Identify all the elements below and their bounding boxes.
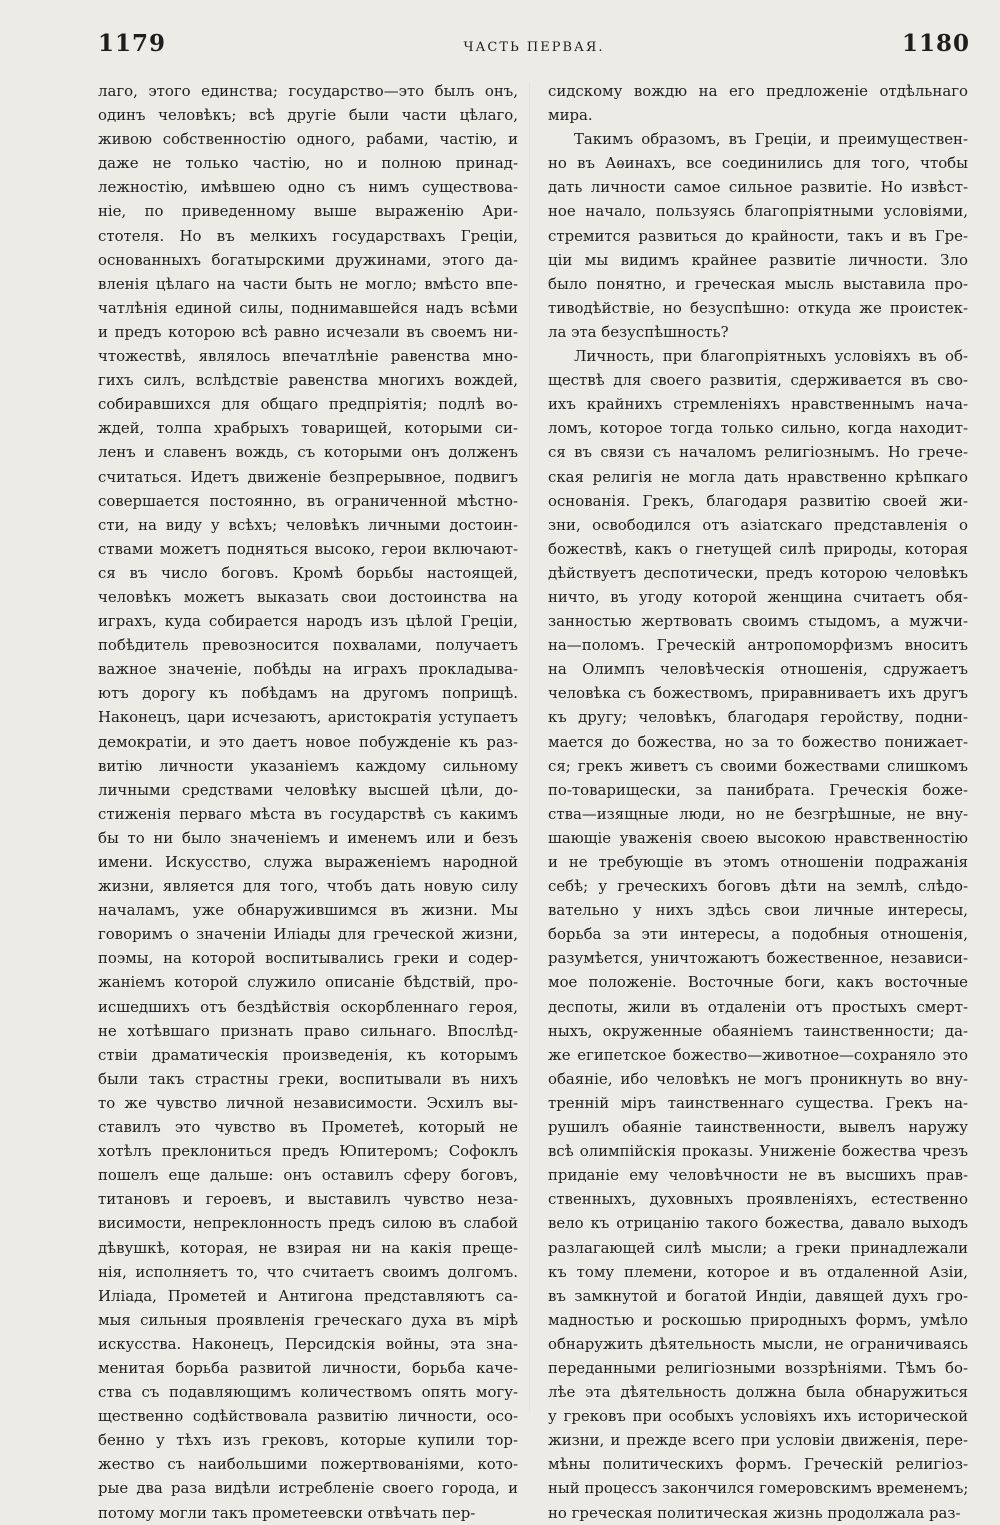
running-title: ЧАСТЬ ПЕРВАЯ. bbox=[463, 40, 605, 55]
text-line: на—поломъ. Греческій антропоморфизмъ вноситъ bbox=[548, 636, 968, 655]
text-line: ства—изящные люди, но не безгрѣшные, не вну- bbox=[548, 804, 968, 823]
text-line: лаго, этого единства; государство—это былъ онъ, bbox=[98, 82, 518, 100]
text-line: демократіи, и это даетъ новое побужденіе къ раз- bbox=[98, 732, 518, 751]
text-line: дѣйствуетъ деспотически, предъ которою человѣкъ bbox=[548, 563, 968, 582]
text-line: человѣкъ можетъ выказать свои достоинства на bbox=[98, 587, 518, 606]
text-line: ихъ крайнихъ стремленіяхъ нравственнымъ нача- bbox=[548, 395, 968, 414]
text-line: ствами можетъ подняться высоко, герои включают- bbox=[98, 539, 518, 558]
text-line: у грековъ при особыхъ условіяхъ ихъ исторической bbox=[548, 1407, 968, 1426]
text-line: зни, освободился отъ азіатскаго представленія о bbox=[548, 515, 968, 534]
text-line: стремится развиться до крайности, такъ и въ Гре- bbox=[548, 226, 968, 245]
text-line: занностью жертвовать своимъ стыдомъ, а мужчи- bbox=[548, 612, 968, 631]
text-line: ный процессъ закончился гомеровскимъ временемъ; bbox=[548, 1479, 968, 1498]
text-line: висимости, непреклонность предъ силою въ слабой bbox=[98, 1214, 518, 1233]
text-line: тиводѣйствіе, но безуспѣшно: откуда же проистек- bbox=[548, 298, 968, 317]
text-line: играхъ, куда собирается народъ изъ цѣлой Греціи, bbox=[98, 612, 518, 631]
text-line: но греческая политическая жизнь продолжала раз- bbox=[548, 1503, 961, 1522]
text-line: переданными религіозными воззрѣніями. Тѣмъ бо- bbox=[548, 1358, 968, 1377]
right-column bbox=[548, 79, 968, 1525]
text-line: мается до божества, но за то божество понижает- bbox=[548, 732, 968, 751]
text-line: сти, на виду у всѣхъ; человѣкъ личными достоин- bbox=[98, 515, 518, 534]
text-line: ныхъ, окруженные обаяніемъ таинственности; да- bbox=[548, 1021, 968, 1040]
text-line: разумѣется, уничтожаютъ божественное, независи- bbox=[548, 949, 968, 968]
text-line: щественно содѣйствовала развитію личности, осо- bbox=[98, 1407, 518, 1426]
text-line: ла эта безуспѣшность? bbox=[548, 322, 729, 341]
text-line: лѣе эта дѣятельность должна была обнаружиться bbox=[548, 1383, 968, 1402]
text-line: по-товарищески, за панибрата. Греческія боже- bbox=[548, 780, 968, 799]
text-line: мира. bbox=[548, 106, 593, 125]
text-line: къ другу; человѣкъ, благодаря геройству, подни- bbox=[548, 708, 968, 727]
text-line: Такимъ образомъ, въ Греціи, и преимуществен- bbox=[574, 130, 968, 149]
text-line: ломъ, которое тогда только сильно, когда находит- bbox=[548, 419, 968, 438]
text-line: хотѣлъ преклониться предъ Юпитеромъ; Софоклъ bbox=[98, 1142, 518, 1161]
text-line: основанныхъ богатырскими дружинами, этого да- bbox=[98, 250, 518, 269]
page-header bbox=[98, 30, 970, 70]
text-line: совершается постоянно, въ ограниченной мѣстно- bbox=[98, 491, 518, 510]
text-line: борьба за эти интересы, а подобныя отношенія, bbox=[548, 925, 968, 944]
text-line: мое положеніе. Восточные боги, какъ восточные bbox=[548, 973, 968, 992]
text-line: витію личности указаніемъ каждому сильному bbox=[98, 756, 518, 775]
page-number-left: 1179 bbox=[98, 30, 167, 57]
text-line: ся; грекъ живетъ съ своими божествами слишкомъ bbox=[548, 756, 968, 775]
text-line: къ тому племени, которое и въ отдаленной Азіи, bbox=[548, 1262, 968, 1281]
text-line: обаяніе, ибо человѣкъ не могъ проникнуть во вну- bbox=[548, 1069, 968, 1088]
text-line: собиравшихся для общаго предпріятія; подлѣ во- bbox=[98, 395, 518, 414]
text-line: мѣны политическихъ формъ. Греческій религіоз- bbox=[548, 1455, 968, 1474]
text-line: ществѣ для своего развитія, сдерживается въ сво- bbox=[548, 371, 968, 390]
text-line: потому могли такъ прометеевски отвѣчать пер- bbox=[98, 1503, 476, 1522]
text-line: разлагающей силѣ мысли; а греки принадлежали bbox=[548, 1238, 968, 1257]
text-line: тренній міръ таинственнаго существа. Грекъ на- bbox=[548, 1093, 968, 1112]
text-line: приданіе ему человѣчности не въ высшихъ прав- bbox=[548, 1166, 968, 1185]
text-line: то же чувство личной независимости. Эсхилъ вы- bbox=[98, 1093, 518, 1112]
page-number-right: 1180 bbox=[901, 30, 970, 57]
text-line: искусства. Наконецъ, Персидскія войны, эта зна- bbox=[98, 1334, 518, 1353]
text-line: лежностію, имѣвшею одно съ нимъ существова- bbox=[98, 178, 518, 197]
text-line: считаться. Идетъ движеніе безпрерывное, подвигъ bbox=[98, 467, 518, 486]
text-line: даже не только частію, но и полною принад- bbox=[98, 154, 518, 173]
text-line: и не требующіе въ этомъ отношеніи подражанія bbox=[548, 853, 968, 871]
text-line: дѣвушкѣ, которая, не взирая ни на какія преще- bbox=[98, 1238, 518, 1257]
text-line: ствіи драматическія произведенія, къ которымъ bbox=[98, 1045, 518, 1064]
text-line: бы то ни было значеніемъ и именемъ или и безъ bbox=[98, 828, 518, 847]
text-line: на Олимпъ человѣческія отношенія, сдружаетъ bbox=[548, 660, 968, 679]
text-line: ская религія не могла дать нравственно крѣпкаго bbox=[548, 467, 968, 486]
text-columns bbox=[98, 79, 968, 1525]
text-line: говоримъ о значеніи Иліады для греческой жизни, bbox=[98, 925, 518, 944]
text-line: дать личности самое сильное развитіе. Но извѣст- bbox=[548, 178, 968, 197]
text-line: ся въ связи съ началомъ религіознымъ. Но грече- bbox=[548, 443, 968, 462]
text-line: ціи мы видимъ крайнее развитіе личности. Зло bbox=[548, 250, 968, 269]
text-line: ся въ число боговъ. Кромѣ борьбы настоящей, bbox=[98, 563, 518, 582]
text-line: поэмы, на которой воспитывались греки и содер- bbox=[98, 949, 518, 968]
text-line: въ замкнутой и богатой Индіи, давящей духъ гро- bbox=[548, 1286, 968, 1305]
text-line: ютъ дорогу къ побѣдамъ на другомъ поприщѣ. bbox=[98, 684, 518, 703]
text-line: пошелъ еще дальше: онъ оставилъ сферу боговъ, bbox=[98, 1166, 518, 1185]
text-line: обнаружить дѣятельность мысли, не ограничиваясь bbox=[548, 1334, 968, 1353]
text-line: и предъ которою всѣ равно исчезали въ своемъ ни- bbox=[98, 322, 518, 341]
text-line: не хотѣвшаго признать право сильнаго. Впослѣд- bbox=[98, 1021, 518, 1040]
text-line: исшедшихъ отъ бездѣйствія оскорбленнаго героя, bbox=[98, 997, 518, 1016]
text-line: вело къ отрицанію такого божества, давало выходъ bbox=[548, 1214, 968, 1233]
text-line: себѣ; у греческихъ боговъ дѣти на землѣ, слѣдо- bbox=[548, 877, 968, 896]
text-line: рушилъ обаяніе таинственности, вывелъ наружу bbox=[548, 1118, 968, 1137]
text-line: личными средствами человѣку высшей цѣли, до- bbox=[98, 780, 518, 799]
text-line: имени. Искусство, служа выраженіемъ народной bbox=[98, 853, 518, 871]
text-line: менитая борьба развитой личности, борьба каче- bbox=[98, 1358, 518, 1377]
text-line: жество съ наибольшими пожертвованіями, кото- bbox=[98, 1455, 518, 1474]
text-line: мадностью и роскошью природныхъ формъ, умѣло bbox=[548, 1310, 968, 1329]
text-line: сидскому вождю на его предложеніе отдѣльнаго bbox=[548, 82, 968, 100]
text-line: Иліада, Прометей и Антигона представляютъ са- bbox=[98, 1286, 518, 1305]
text-line: ничто, въ угоду которой женщина считаетъ обя- bbox=[548, 587, 968, 606]
text-line: нія, исполняетъ то, что считаетъ своимъ долгомъ. bbox=[98, 1262, 518, 1281]
text-line: жизни, является для того, чтобъ дать новую силу bbox=[98, 877, 518, 896]
text-line: были такъ страстны греки, воспитывали въ нихъ bbox=[98, 1069, 518, 1088]
text-line: титановъ и героевъ, и выставилъ чувство неза- bbox=[98, 1190, 518, 1209]
text-line: ства съ подавляющимъ количествомъ опять могу- bbox=[98, 1383, 518, 1402]
text-line: вленія цѣлаго на части быть не могло; вмѣсто впе- bbox=[98, 274, 518, 293]
text-line: человѣка съ божествомъ, приравниваетъ ихъ другъ bbox=[548, 684, 968, 703]
text-line: гихъ силъ, вслѣдствіе равенства многихъ вождей, bbox=[98, 371, 518, 390]
text-line: божествѣ, какъ о гнетущей силѣ природы, которая bbox=[548, 539, 968, 558]
text-line: вательно у нихъ здѣсь свои личные интересы, bbox=[548, 901, 968, 920]
text-line: Личность, при благопріятныхъ условіяхъ въ об- bbox=[574, 347, 968, 366]
text-line: жаніемъ которой служило описаніе бѣдствій, про- bbox=[98, 973, 518, 992]
text-line: ждей, толпа храбрыхъ товарищей, которыми си- bbox=[98, 419, 518, 438]
text-line: было понятно, и греческая мысль выставила про- bbox=[548, 274, 968, 293]
text-line: стиженія перваго мѣста въ государствѣ съ какимъ bbox=[98, 804, 518, 823]
text-line: одинъ человѣкъ; всѣ другіе были части цѣлаго, bbox=[98, 106, 518, 125]
text-line: но въ Аѳинахъ, все соединились для того, чтобы bbox=[548, 154, 968, 173]
text-line: живою собственностію одного, рабами, частію, и bbox=[98, 130, 518, 149]
text-line: началамъ, уже обнаружившимся въ жизни. Мы bbox=[98, 901, 518, 920]
text-line: Наконецъ, цари исчезаютъ, аристократія уступаетъ bbox=[98, 708, 518, 727]
text-line: ставилъ это чувство въ Прометеѣ, который не bbox=[98, 1118, 518, 1137]
text-line: стотеля. Но въ мелкихъ государствахъ Греціи, bbox=[98, 226, 518, 245]
text-line: чатлѣнія единой силы, поднимавшейся надъ всѣми bbox=[98, 298, 518, 317]
text-line: чтожествѣ, являлось впечатлѣніе равенства мно- bbox=[98, 347, 518, 366]
text-line: важное значеніе, побѣды на играхъ прокладыва- bbox=[98, 660, 518, 679]
text-line: ное начало, пользуясь благопріятными условіями, bbox=[548, 202, 968, 221]
text-line: деспоты, жили въ отдаленіи отъ простыхъ смерт- bbox=[548, 997, 968, 1016]
text-line: рые два раза видѣли истребленіе своего города, и bbox=[98, 1479, 518, 1498]
text-line: мыя сильныя проявленія греческаго духа въ мірѣ bbox=[98, 1310, 518, 1329]
text-line: побѣдитель превозносится похвалами, получаетъ bbox=[98, 636, 518, 655]
text-line: ственныхъ, духовныхъ проявленіяхъ, естественно bbox=[548, 1190, 968, 1209]
text-line: основанія. Грекъ, благодаря развитію своей жи- bbox=[548, 491, 968, 510]
text-line: бенно у тѣхъ изъ грековъ, которые купили тор- bbox=[98, 1431, 518, 1450]
text-line: жизни, и прежде всего при условіи движенія, пере- bbox=[548, 1431, 968, 1450]
text-line: же египетское божество—животное—сохраняло это bbox=[548, 1045, 968, 1064]
text-line: всѣ олимпійскія проказы. Униженіе божества чрезъ bbox=[548, 1142, 968, 1161]
left-column bbox=[98, 79, 518, 1525]
text-line: ніе, по приведенному выше выраженію Ари- bbox=[98, 202, 518, 221]
text-line: шающіе уваженія своею высокою нравственностію bbox=[548, 828, 968, 847]
text-line: ленъ и славенъ вождь, съ которыми онъ долженъ bbox=[98, 443, 518, 462]
